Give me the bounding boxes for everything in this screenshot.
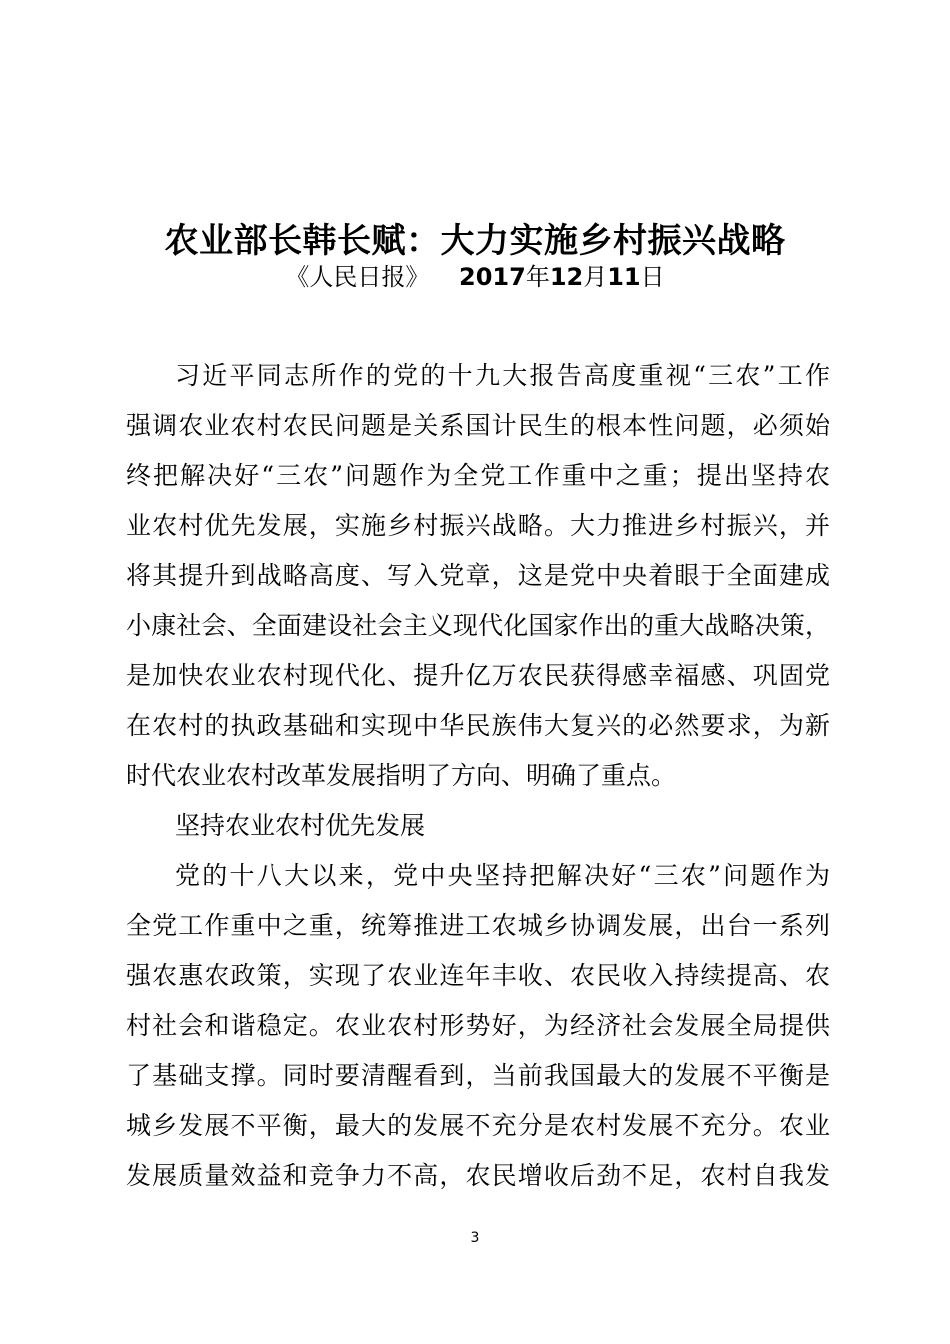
paragraph-1-line-2: 强调农业农村农民问题是关系国计民生的根本性问题，必须始	[126, 411, 830, 440]
paragraph-1-line-1: 习近平同志所作的党的十九大报告高度重视“三农”工作	[175, 361, 830, 390]
paragraph-2-line-5: 了基础支撑。同时要清醒看到，当前我国最大的发展不平衡是	[126, 1061, 830, 1090]
paragraph-2-line-7: 发展质量效益和竞争力不高，农民增收后劲不足，农村自我发	[126, 1161, 830, 1190]
paragraph-1-line-4: 业农村优先发展，实施乡村振兴战略。大力推进乡村振兴，并	[126, 511, 830, 540]
paragraph-2-line-3: 强农惠农政策，实现了农业连年丰收、农民收入持续提高、农	[126, 961, 830, 990]
paragraph-1-line-9: 时代农业农村改革发展指明了方向、明确了重点。	[126, 761, 677, 790]
publication-month: 12	[549, 263, 584, 291]
year-unit: 年	[525, 263, 550, 291]
paragraph-2-line-4: 村社会和谐稳定。农业农村形势好，为经济社会发展全局提供	[126, 1011, 830, 1040]
paragraph-1-line-6: 小康社会、全面建设社会主义现代化国家作出的重大战略决策，	[126, 611, 830, 640]
article-title: 农业部长韩长赋：大力实施乡村振兴战略	[164, 220, 786, 261]
month-unit: 月	[583, 263, 608, 291]
paragraph-2-line-6: 城乡发展不平衡，最大的发展不充分是农村发展不充分。农业	[126, 1111, 830, 1140]
paragraph-2-line-2: 全党工作重中之重，统筹推进工农城乡协调发展，出台一系列	[126, 911, 830, 940]
page-number: 3	[470, 1230, 480, 1246]
paragraph-1-line-8: 在农村的执政基础和实现中华民族伟大复兴的必然要求，为新	[126, 711, 830, 740]
publication-day: 11	[607, 263, 641, 291]
paragraph-1-line-3: 终把解决好“三农”问题作为全党工作重中之重；提出坚持农	[126, 461, 830, 490]
section-heading: 坚持农业农村优先发展	[175, 811, 426, 840]
publication-year: 2017	[459, 263, 526, 291]
paragraph-1-line-7: 是加快农业农村现代化、提升亿万农民获得感幸福感、巩固党	[126, 661, 830, 690]
paragraph-2-line-1: 党的十八大以来，党中央坚持把解决好“三农”问题作为	[175, 861, 830, 890]
article-source-line	[0, 258, 950, 296]
publication-name: 《人民日报》	[285, 263, 430, 291]
paragraph-1-line-5: 将其提升到战略高度、写入党章，这是党中央着眼于全面建成	[126, 561, 830, 590]
day-unit: 日	[640, 263, 665, 291]
